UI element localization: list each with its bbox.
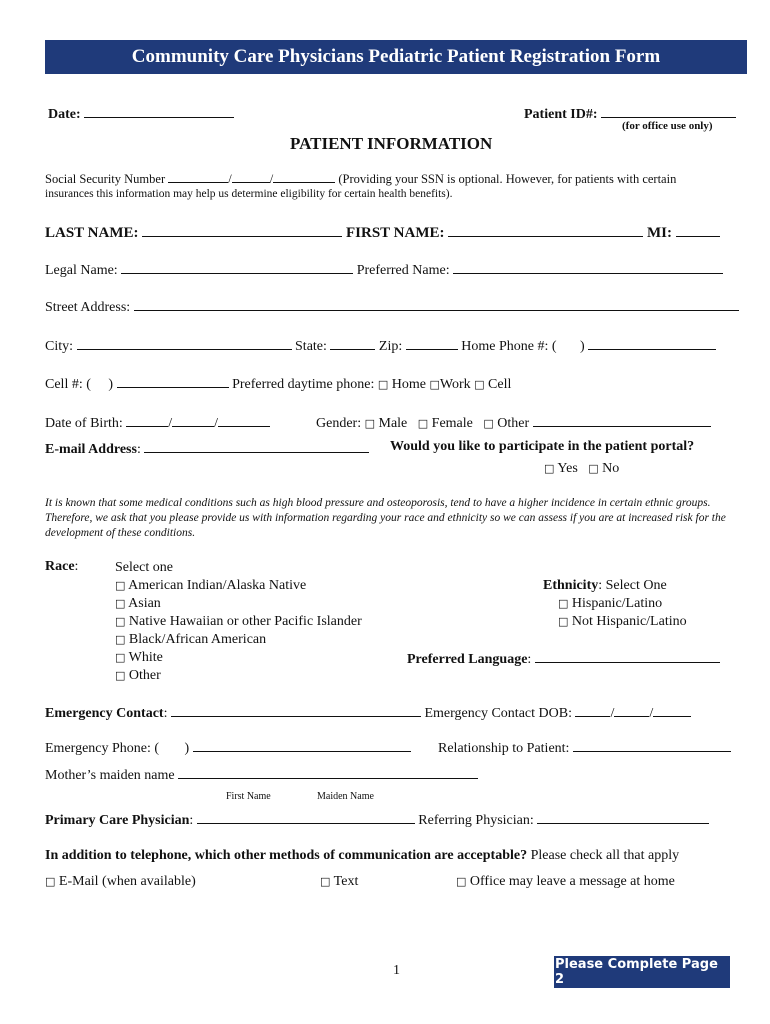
section-title: PATIENT INFORMATION — [290, 134, 493, 153]
ethnicity-option[interactable] — [543, 595, 687, 613]
mother-row — [45, 765, 478, 784]
language-colon: : — [527, 652, 532, 667]
race-option-label: Other — [128, 668, 161, 683]
other-gender-option: Other — [497, 416, 530, 431]
name-row — [45, 223, 720, 242]
race-option-label: American Indian/Alaska Native — [128, 578, 307, 593]
complete-page-2-button[interactable]: Please Complete Page 2 — [554, 956, 730, 988]
checkbox-icon[interactable]: □ — [115, 633, 126, 646]
language-label: Preferred Language — [407, 652, 528, 667]
race-option-label: White — [128, 650, 163, 665]
checkbox-icon[interactable]: □ — [115, 651, 126, 664]
emergency-phone-close: ) — [184, 741, 190, 756]
checkbox-icon[interactable]: □ — [45, 875, 56, 888]
street-field[interactable] — [134, 297, 739, 311]
home-phone-label: Home Phone #: ( — [461, 339, 557, 354]
legal-name-label: Legal Name: — [45, 263, 118, 278]
first-name-field[interactable] — [448, 223, 643, 237]
legal-name-row — [45, 260, 723, 279]
maiden-name-hint: Maiden Name — [317, 791, 374, 802]
checkbox-icon[interactable]: □ — [377, 378, 389, 391]
race-options — [115, 559, 362, 685]
emergency-dob-label: Emergency Contact DOB: — [424, 706, 572, 721]
office-use-note: (for office use only) — [622, 120, 713, 132]
email-field[interactable] — [144, 439, 369, 453]
last-name-field[interactable] — [142, 223, 342, 237]
comm-message-option[interactable] — [456, 874, 675, 890]
race-label: Race — [45, 559, 75, 574]
race-option[interactable] — [115, 577, 362, 595]
communication-question — [45, 848, 679, 864]
emergency-row: Emergency Contact: Emergency Contact DOB: / / — [45, 703, 691, 722]
mi-label: MI: — [646, 225, 672, 241]
city-field[interactable] — [77, 336, 292, 350]
ssn-field-1[interactable] — [168, 171, 228, 183]
comm-email-option[interactable] — [45, 874, 196, 890]
ssn-row: Social Security Number / / (Providing your SSN is optional. However, for patients with certain — [45, 172, 677, 186]
cell-area[interactable] — [94, 375, 108, 388]
language-field[interactable] — [535, 649, 720, 663]
portal-options — [544, 461, 619, 477]
dob-day-field[interactable] — [172, 413, 214, 427]
work-option: Work — [439, 377, 471, 392]
race-option-label: Asian — [128, 596, 161, 611]
ssn-field-3[interactable] — [273, 171, 335, 183]
communication-question-bold: In addition to telephone, which other methods of communication are acceptable? — [45, 848, 528, 863]
emergency-dob-year[interactable] — [653, 703, 691, 717]
male-option: Male — [378, 416, 408, 431]
cell-label: Cell #: ( — [45, 377, 91, 392]
ssn-note-line2: insurances this information may help us determine eligibility for certain health benefits). — [45, 188, 453, 200]
pref-phone-label: Preferred daytime phone: — [232, 377, 375, 392]
cell-row — [45, 374, 511, 393]
female-option: Female — [431, 416, 473, 431]
emergency-colon: : — [163, 706, 168, 721]
race-option[interactable] — [115, 631, 362, 649]
race-option[interactable] — [115, 613, 362, 631]
portal-no: No — [602, 461, 620, 476]
cell-option: Cell — [488, 377, 512, 392]
checkbox-icon[interactable]: □ — [483, 417, 494, 430]
checkbox-icon[interactable]: □ — [115, 597, 126, 610]
email-row — [45, 439, 369, 458]
emergency-dob-day[interactable] — [614, 703, 649, 717]
zip-field[interactable] — [406, 336, 458, 350]
home-phone-area[interactable] — [560, 337, 580, 350]
checkbox-icon[interactable]: □ — [474, 378, 485, 391]
ethnicity-option-label: Hispanic/Latino — [571, 596, 663, 611]
emergency-phone-label: Emergency Phone: ( — [45, 741, 160, 756]
dob-row: Date of Birth: / / — [45, 413, 270, 432]
checkbox-icon[interactable]: □ — [558, 597, 569, 610]
checkbox-icon[interactable]: □ — [320, 875, 331, 888]
dob-year-field[interactable] — [218, 413, 270, 427]
ethnicity-note: It is known that some medical conditions such as high blood pressure and osteoporosis, tend to have a higher incidence in certain ethnic groups. Therefore, we ask that you please provide us with information regarding your race and ethnicity so we can assess if you are at increased risk for the development of these conditions. — [45, 497, 726, 539]
checkbox-icon[interactable]: □ — [429, 378, 440, 391]
comm-message-label: Office may leave a message at home — [469, 874, 675, 889]
home-phone-close: ) — [580, 339, 585, 354]
race-option[interactable] — [115, 667, 362, 685]
ethnicity-option-label: Not Hispanic/Latino — [571, 614, 687, 629]
date-label: Date: — [48, 107, 81, 122]
street-label: Street Address: — [45, 300, 131, 315]
checkbox-icon[interactable]: □ — [364, 417, 375, 430]
language-row — [407, 649, 720, 668]
date-row — [48, 104, 234, 123]
referring-label: Referring Physician: — [418, 813, 534, 828]
checkbox-icon[interactable]: □ — [558, 615, 569, 628]
first-name-label: FIRST NAME: — [346, 225, 445, 241]
pcp-colon: : — [189, 813, 194, 828]
city-row — [45, 336, 716, 355]
comm-text-label: Text — [333, 874, 359, 889]
portal-yes: Yes — [557, 461, 578, 476]
home-option: Home — [391, 377, 426, 392]
city-label: City: — [45, 339, 74, 354]
relationship-field[interactable] — [573, 738, 731, 752]
checkbox-icon[interactable]: □ — [544, 462, 555, 475]
ssn-field-2[interactable] — [232, 171, 270, 183]
first-name-hint: First Name — [226, 791, 271, 802]
ethnicity-select: : Select One — [598, 578, 667, 593]
emergency-phone-area[interactable] — [163, 739, 185, 752]
emergency-contact-label: Emergency Contact — [45, 706, 164, 721]
mother-label: Mother’s maiden name — [45, 768, 175, 783]
race-label-row — [45, 559, 78, 575]
state-label: State: — [295, 339, 327, 354]
race-option[interactable] — [115, 649, 362, 667]
race-select-one: Select one — [115, 560, 173, 575]
zip-label: Zip: — [378, 339, 403, 354]
comm-text-option[interactable] — [320, 874, 358, 890]
race-colon: : — [74, 559, 79, 574]
emergency-phone-field[interactable] — [193, 738, 411, 752]
race-option-label: Native Hawaiian or other Pacific Islander — [128, 614, 362, 629]
checkbox-icon[interactable]: □ — [456, 875, 467, 888]
street-row — [45, 297, 739, 316]
portal-question: Would you like to participate in the patient portal? — [390, 439, 695, 454]
emergency-contact-field[interactable] — [171, 703, 421, 717]
checkbox-icon[interactable]: □ — [115, 579, 126, 592]
patient-id-field[interactable] — [601, 104, 736, 118]
pcp-label: Primary Care Physician — [45, 813, 190, 828]
pcp-field[interactable] — [197, 810, 415, 824]
mi-field[interactable] — [676, 223, 720, 237]
page-number: 1 — [393, 963, 400, 978]
race-option[interactable] — [115, 595, 362, 613]
gender-other-field[interactable] — [533, 413, 711, 427]
last-name-label: LAST NAME: — [45, 225, 139, 241]
emergency-phone-row — [45, 738, 411, 757]
checkbox-icon[interactable]: □ — [588, 462, 599, 475]
communication-question-rest: Please check all that apply — [527, 848, 680, 863]
cell-close: ) — [108, 377, 114, 392]
ethnicity-option[interactable] — [543, 613, 687, 631]
ssn-label: Social Security Number — [45, 172, 166, 186]
patient-id-label: Patient ID#: — [524, 107, 598, 122]
state-field[interactable] — [330, 336, 375, 350]
ssn-note: (Providing your SSN is optional. However, for patients with certain — [338, 172, 677, 186]
form-title: Community Care Physicians Pediatric Patient Registration Form — [131, 46, 661, 67]
gender-row — [316, 413, 711, 432]
checkbox-icon[interactable]: □ — [417, 417, 429, 430]
race-option-label: Black/African American — [128, 632, 267, 647]
comm-email-label: E-Mail (when available) — [58, 874, 196, 889]
emergency-dob-month[interactable] — [575, 703, 610, 717]
mother-field[interactable] — [178, 765, 478, 779]
checkbox-icon[interactable]: □ — [115, 615, 126, 628]
physician-row — [45, 810, 709, 829]
ethnicity-block — [543, 577, 687, 631]
email-label: E-mail Address — [45, 442, 137, 457]
cell-field[interactable] — [117, 374, 229, 388]
checkbox-icon[interactable]: □ — [115, 669, 126, 682]
relationship-label: Relationship to Patient: — [438, 741, 570, 756]
email-colon: : — [136, 442, 141, 457]
dob-label: Date of Birth: — [45, 416, 123, 431]
dob-month-field[interactable] — [126, 413, 168, 427]
gender-label: Gender: — [316, 416, 362, 431]
legal-name-field[interactable] — [121, 260, 353, 274]
preferred-name-label: Preferred Name: — [356, 263, 450, 278]
referring-field[interactable] — [537, 810, 709, 824]
preferred-name-field[interactable] — [453, 260, 723, 274]
home-phone-field[interactable] — [588, 336, 716, 350]
date-field[interactable] — [84, 104, 234, 118]
form-title-bar — [45, 40, 747, 74]
relationship-row — [438, 738, 731, 757]
ethnicity-label: Ethnicity — [543, 578, 599, 593]
